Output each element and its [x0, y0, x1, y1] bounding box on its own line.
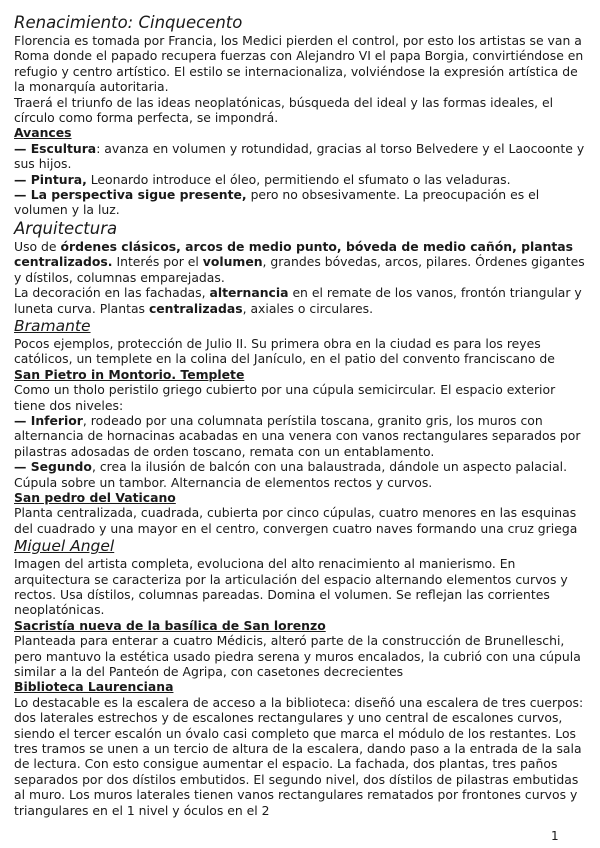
templete-paragraph: Como un tholo peristilo griego cubierto por una cúpula semicircular. El espacio exterior tiene dos niveles: — [14, 382, 556, 413]
intro-paragraph-2: Traerá el triunfo de las ideas neoplatónicas, búsqueda del ideal y las formas ideales, el círculo como forma perfecta, se impondrá. — [14, 94, 554, 126]
arquitectura-paragraph-1: Uso de órdenes clásicos, arcos de medio punto, bóveda de medio cañón, plantas centralizados. Interés por el volumen, grandes bóvedas, arcos, pilares. Órdenes gigantes y dístilos, columnas emparejadas. — [14, 238, 585, 285]
intro-paragraph-1: Florencia es tomada por Francia, los Medici pierden el control, por esto los artistas se van a Roma donde el papado recupera fuerzas con Alejandro VI el papa Borgia, convirtiéndose en refugio y centro artístico. El estilo se internacionaliza, volviéndose la expresión artística de la monarquía autoritaria. — [14, 33, 584, 95]
avance-pintura: — Pintura, Leonardo introduce el óleo, permitiendo el sfumato o las veladuras. — [14, 171, 511, 187]
sacristia-heading: Sacristía nueva de la basílica de San lorenzo — [14, 617, 326, 633]
page-title: Renacimiento: Cinquecento — [14, 13, 243, 32]
miguel-angel-heading: Miguel Angel — [14, 537, 115, 556]
avances-heading: Avances — [14, 125, 72, 141]
arquitectura-paragraph-2: La decoración en las fachadas, alternancia en el remate de los vanos, frontón triangular y luneta curva. Plantas centralizadas, axiales o circulares. — [14, 285, 582, 316]
biblioteca-heading: Biblioteca Laurenciana — [14, 679, 174, 695]
avance-perspectiva: — La perspectiva sigue presente, pero no obsesivamente. La preocupación es el volumen y la luz. — [14, 187, 540, 218]
san-pedro-paragraph: Planta centralizada, cuadrada, cubierta por cinco cúpulas, cuatro menores en las esquinas del cuadrado y una mayor en el centro, convergen cuatro naves formando una cruz griega — [14, 505, 578, 536]
bramante-paragraph: Pocos ejemplos, protección de Julio II. Su primera obra en la ciudad es para los reyes católicos, un templete en la colina del Janículo, en el patio del convento franciscano de — [14, 335, 555, 367]
avance-escultura: — Escultura: avanza en volumen y rotundidad, gracias al torso Belvedere y el Laocoonte y sus hijos. — [14, 140, 585, 172]
sacristia-paragraph: Planteada para enterar a cuatro Médicis, alteró parte de la construcción de Brunelleschi, pero mantuvo la estética usado piedra serena y muros encalados, la cubrió con una cúpula similar a la del Panteón de Agripa, con casetones decrecientes — [14, 633, 581, 680]
templete-segundo: — Segundo, crea la ilusión de balcón con una balaustrada, dándole un aspecto palacial. Cúpula sobre un tambor. Alternancia de elementos rectos y curvos. — [14, 459, 568, 490]
document-page — [14, 12, 588, 818]
templete-heading: San Pietro in Montorio. Templete — [14, 366, 245, 382]
miguel-angel-paragraph: Imagen del artista completa, evoluciona del alto renacimiento al manierismo. En arquitectura se caracteriza por la articulación del espacio alternando elementos curvos y rectos. Usa dístilos, columnas pareadas. Domina el volumen. Se reflejan las corrientes neoplatónicas. — [14, 556, 568, 618]
arquitectura-heading: Arquitectura — [14, 218, 118, 238]
biblioteca-paragraph: Lo destacable es la escalera de acceso a la biblioteca: diseñó una escalera de tres cuerpos: dos laterales estrechos y de escalones rectangulares y uno central de escalones curvos, siendo el tercer escalón un óvalo casi completo que marca el módulo de los restantes. Los tres tramos se unen a un tercio de altura de la escalera, dando paso a la entrada de la sala de lectura. Con esto consigue aumentar el espacio. La fachada, dos plantas, tres paños separados por dos dístilos embutidos. El segundo nivel, dos dístilos de pilastras embutidas al muro. Los muros laterales tienen vanos rectangulares rematados por frontones curvos y triangulares en el 1 nivel y óculos en el 2 — [14, 694, 584, 818]
templete-inferior: — Inferior, rodeado por una columnata perístila toscana, granito gris, los muros con alternancia de hornacinas acabadas en una venera con vanos rectangulares separados por pilastras adosadas de orden toscano, remata con un entablamento. — [14, 412, 581, 459]
san-pedro-heading: San pedro del Vaticano — [14, 489, 176, 505]
page-number: 1 — [551, 829, 559, 843]
bramante-heading: Bramante — [14, 316, 91, 335]
